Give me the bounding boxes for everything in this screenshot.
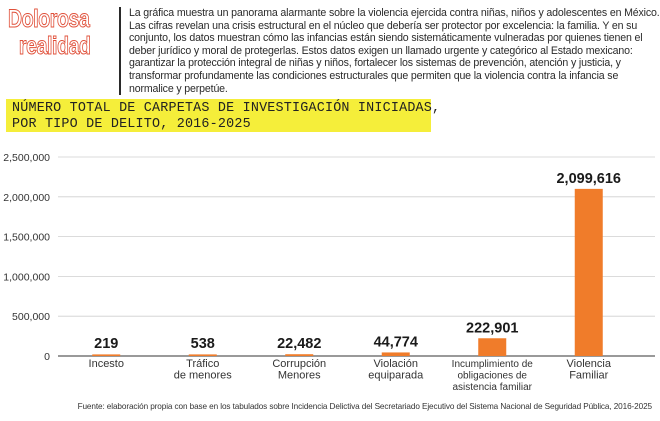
x-tick-label: Incesto: [88, 358, 124, 370]
data-label: 538: [190, 336, 215, 352]
chart-title-line-1: NÚMERO TOTAL DE CARPETAS DE INVESTIGACIÓN INICIADAS,: [12, 101, 441, 116]
x-tick-label: Menores: [277, 369, 321, 382]
x-tick-label: obligaciones de: [457, 370, 527, 382]
x-tick-label: Incumplimiento de: [451, 359, 533, 370]
y-tick-label: 2,500,000: [3, 152, 50, 164]
bar: [285, 354, 313, 356]
x-tick-label: Tráfico: [186, 358, 220, 370]
y-tick-label: 500,000: [12, 311, 50, 324]
title-line-2: realidad: [18, 32, 91, 60]
chart-title-line-2: POR TIPO DE DELITO, 2016-2025: [12, 116, 251, 132]
x-tick-label: Corrupción: [272, 358, 327, 370]
y-tick-label: 1,000,000: [3, 271, 50, 284]
y-tick-label: 0: [44, 351, 50, 363]
source-note: Fuente: elaboración propia con base en los tabulados sobre Incidencia Delictiva del Secretariado Ejecutivo del Sistema Nacional de Seguridad Pública, 2016-2025: [77, 402, 652, 411]
title-line-1: Dolorosa: [8, 5, 90, 33]
bar: [189, 354, 217, 356]
x-tick-label: Violación: [373, 358, 418, 370]
x-tick-label: de menores: [173, 369, 232, 382]
bar: [92, 354, 120, 356]
intro-paragraph: La gráfica muestra un panorama alarmante sobre la violencia ejercida contra niñas, niños y adolescentes en México. Las cifras revelan una crisis estructural en el núcleo que debería ser protector por excelencia: la familia. Y en su conjunto, los datos muestran cómo las infancias están siendo sistemáticamente vulneradas por quienes tienen el deber jurídico y moral de protegerlas. Estos datos exigen un llamado urgente y categórico al Estado mexicano: garantizar la protección integral de niñas y niños, fortalecer los sistemas de prevención, atención y justicia, y transformar profundamente las condiciones estructurales que permiten que la violencia contra la infancia se normalice y perpetúe.: [119, 7, 660, 95]
x-tick-label: Violencia: [566, 358, 611, 370]
bar: [478, 338, 506, 356]
data-label: 44,774: [373, 334, 418, 351]
data-label: 2,099,616: [556, 170, 622, 187]
data-label: 222,901: [466, 320, 519, 337]
y-tick-label: 1,500,000: [3, 231, 50, 244]
bar: [575, 189, 603, 356]
x-tick-label: equiparada: [368, 369, 424, 382]
data-label: 22,482: [277, 336, 322, 352]
x-tick-label: asistencia familiar: [452, 382, 532, 393]
x-tick-label: Familiar: [569, 369, 609, 382]
data-label: 219: [94, 336, 119, 352]
y-tick-label: 2,000,000: [3, 191, 50, 204]
bar: [382, 352, 410, 356]
